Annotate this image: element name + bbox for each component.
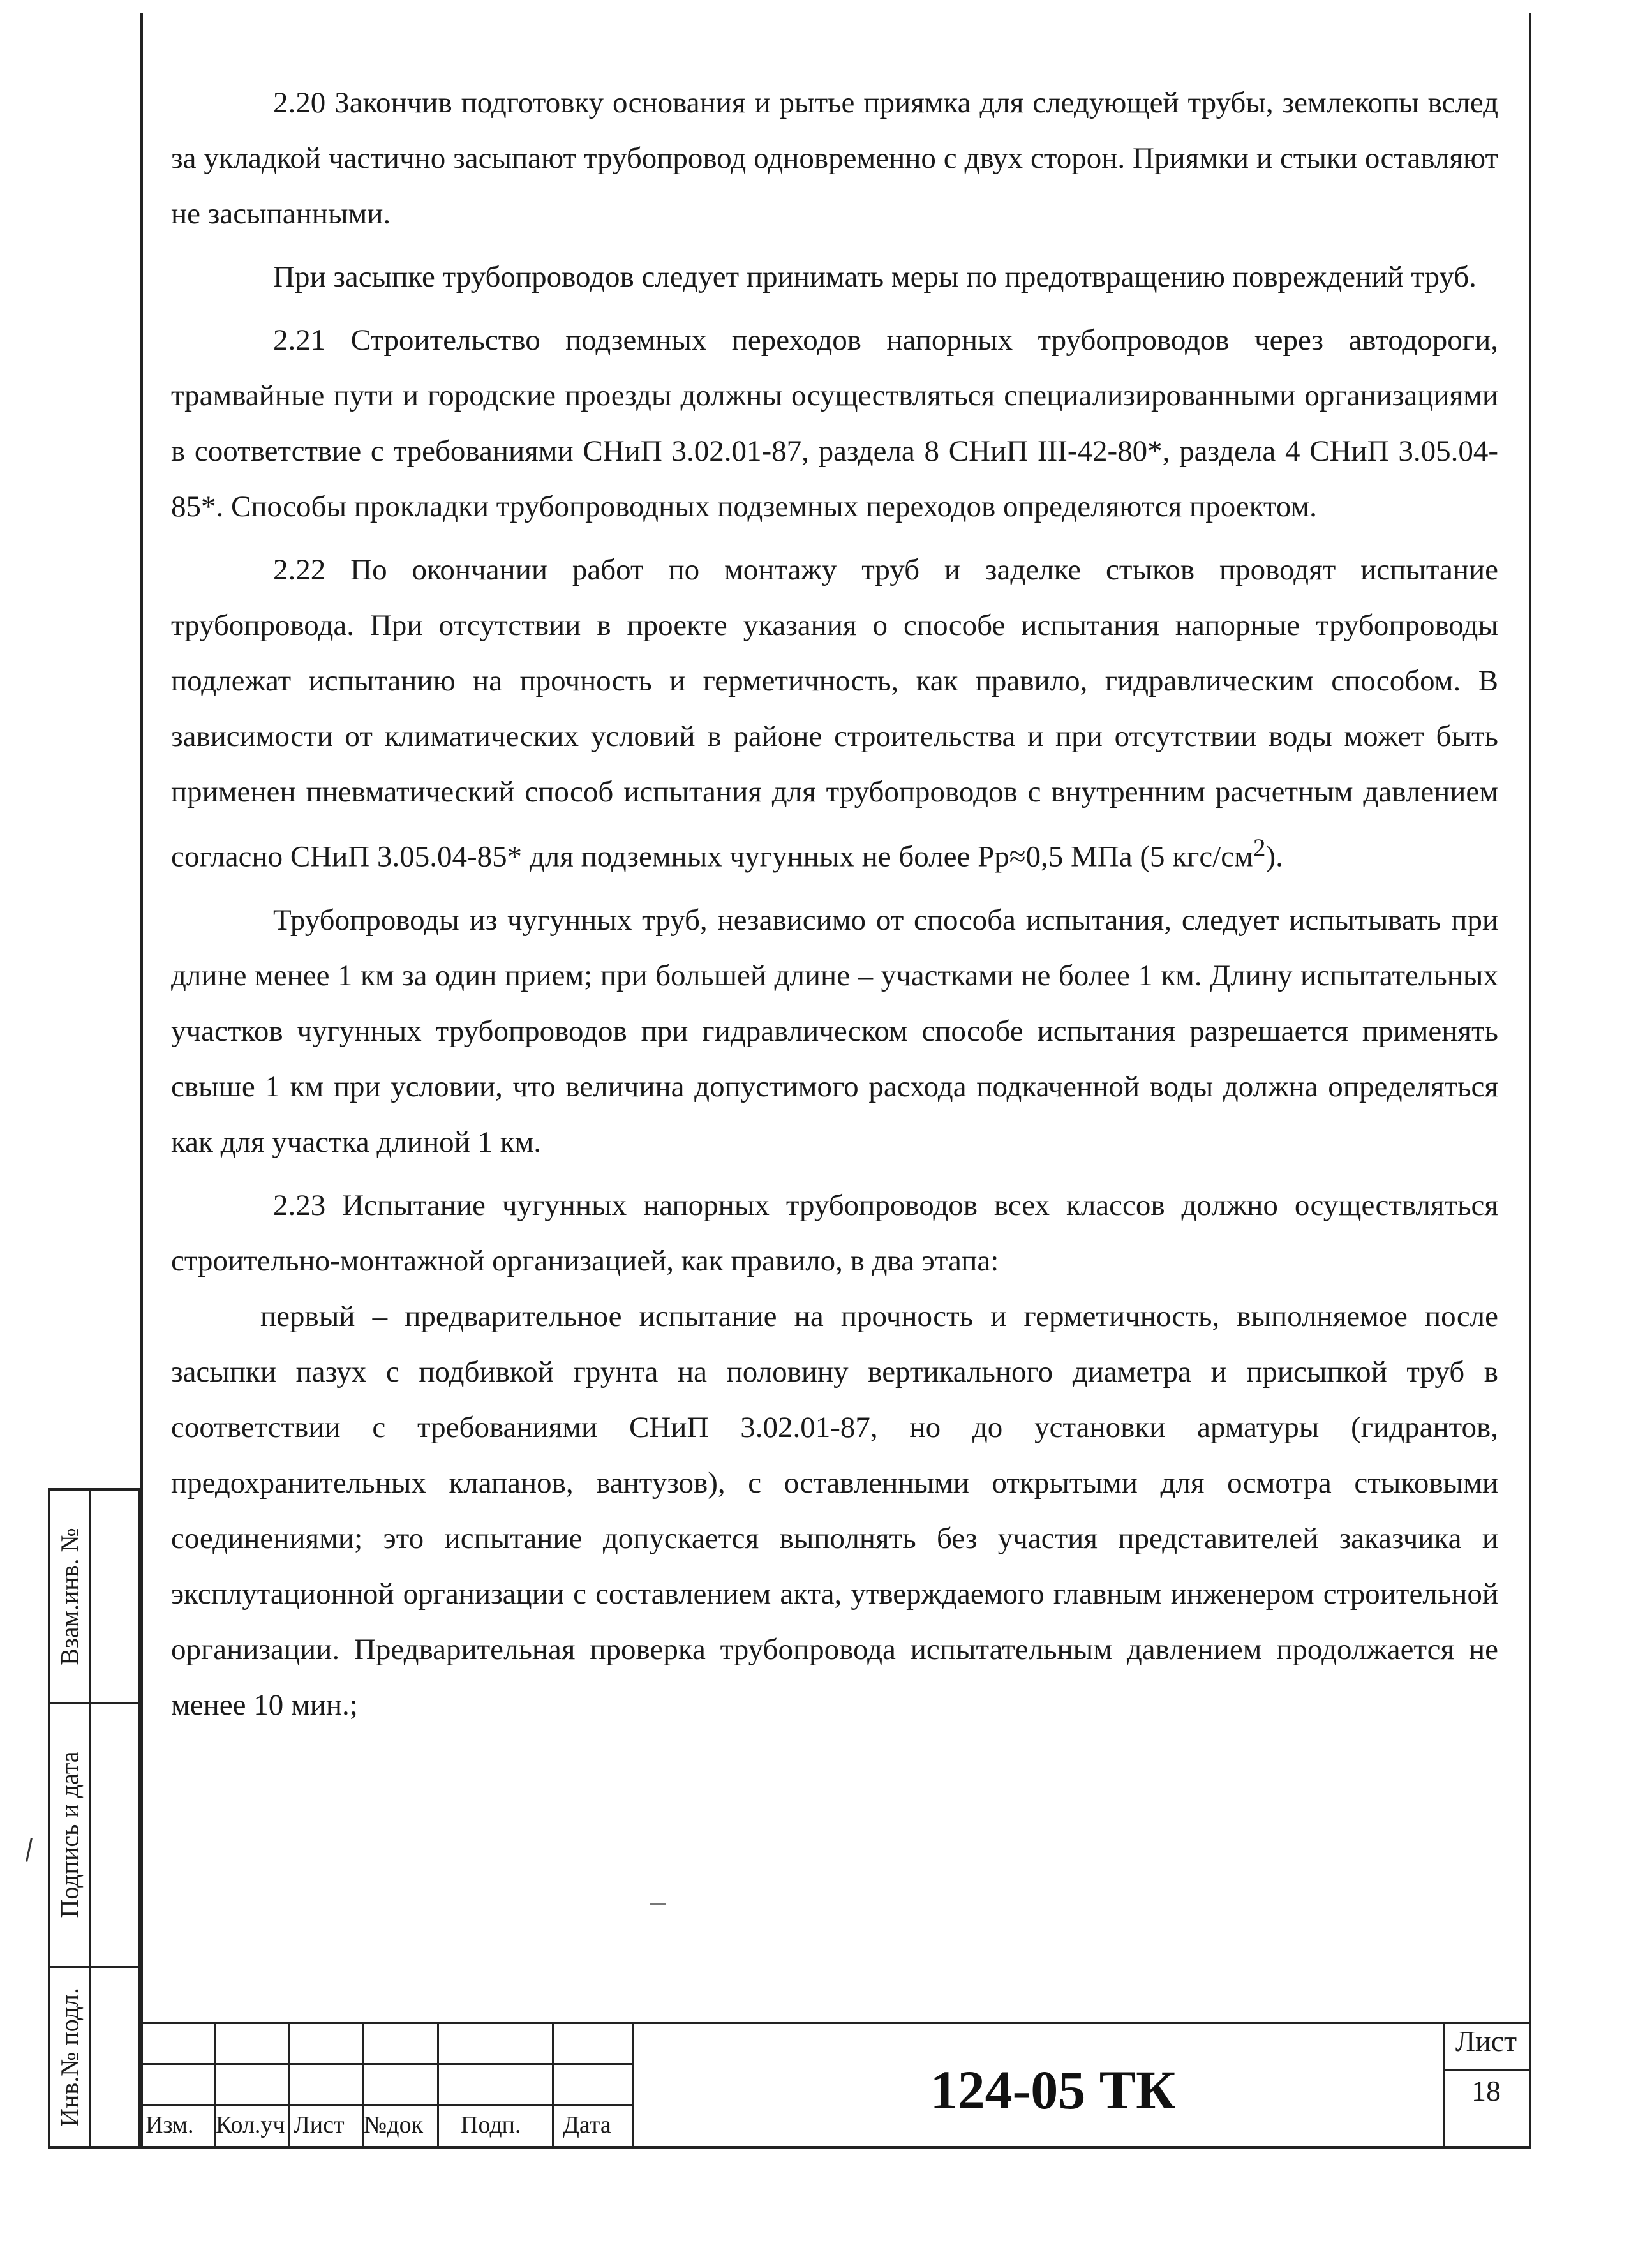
margin-tick-mark (26, 1838, 33, 1862)
column-label-quantity: Кол.уч (216, 2112, 285, 2138)
paragraph-2-20: 2.20 Закончив подготовку основания и рытье приямка для следующей трубы, землекопы вслед за укладкой частично засыпают трубопровод одновременно с двух сторон. Приямки и стыки оставляют не засыпанными. (171, 86, 1498, 230)
side-stamp (48, 1488, 140, 2146)
body-text (171, 75, 1498, 1733)
paragraph-2-23: 2.23 Испытание чугунных напорных трубопроводов всех классов должно осуществляться строительно-монтажной организацией, как правило, в два этапа: (171, 1188, 1498, 1277)
sheet-cell-line (1443, 2069, 1531, 2071)
side-label-replacement-inventory: Взам.инв. № (55, 1528, 84, 1665)
title-block-top-line (140, 2022, 1531, 2024)
frame-bottom-border (48, 2146, 1531, 2149)
title-block-col-line (437, 2022, 439, 2146)
paragraph-2-22 (171, 542, 1498, 885)
column-label-date: Дата (563, 2112, 611, 2138)
paragraph-2-21: 2.21 Строительство подземных переходов напорных трубопроводов через автодороги, трамвайные пути и городские проезды должны осуществляться специализированными организациями в соответствие с требованиями СНиП 3.02.01-87, раздела 8 СНиП III-42-80*, раздела 4 СНиП 3.05.04-85*. Способы прокладки трубопроводных подземных переходов определяются проектом. (171, 324, 1498, 523)
paragraph-cast-iron: Трубопроводы из чугунных труб, независимо от способа испытания, следует испытывать при длине менее 1 км за один прием; при большей длине – участками не более 1 км. Длину испытательных участков чугунных трубопроводов при гидравлическом способе испытания разрешается применять свыше 1 км при условии, что величина допустимого расхода подкаченной воды должна определяться как для участка длиной 1 км. (171, 903, 1498, 1159)
faint-mark (650, 1903, 666, 1905)
sheet-number: 18 (1471, 2075, 1501, 2107)
title-block-col-line (552, 2022, 554, 2146)
side-label-signature-date: Подпись и дата (55, 1750, 84, 1918)
frame-right-border (1529, 13, 1531, 2146)
paragraph-2-22-text: 2.22 По окончании работ по монтажу труб и заделке стыков проводят испытание трубопровода. При отсутствии в проекте указания о способе испытания напорные трубопроводы подлежат испытанию на прочность и герметичность, как правило, гидравлическим способом. В зависимости от климатических условий в районе строительства и при отсутствии воды может быть применен пневматический способ испытания для трубопроводов с внутренним расчетным давлением согласно СНиП 3.05.04-85* для подземных чугунных не более Рр≈0,5 МПа (5 кгс/см (171, 553, 1498, 874)
column-label-change: Изм. (145, 2112, 194, 2138)
sheet-label: Лист (1455, 2025, 1517, 2057)
frame-left-border (140, 13, 143, 2146)
paragraph-2-22-end: ). (1265, 840, 1283, 874)
title-block-col-line (288, 2022, 290, 2146)
paragraph-backfill: При засыпке трубопроводов следует принимать меры по предотвращению повреждений труб. (273, 260, 1477, 294)
paragraph-first-stage: первый – предварительное испытание на прочность и герметичность, выполняемое после засыпки пазух с подбивкой грунта на половину вертикального диаметра и присыпкой труб в соответствии с требованиями СНиП 3.02.01-87, но до установки арматуры (гидрантов, предохранительных клапанов, вантузов), с оставленными открытыми для осмотра стыковыми соединениями; это испытание допускается выполнять без участия представителей заказчика и эксплутационной организации с составлением акта, утверждаемого главным инженером строительной организации. Предварительная проверка трубопровода испытательным давлением продолжается не менее 10 мин.; (171, 1299, 1498, 1722)
document-code: 124-05 ТК (930, 2059, 1176, 2120)
column-label-signature: Подп. (461, 2112, 521, 2138)
superscript-2: 2 (1253, 834, 1266, 861)
title-block-col-line (632, 2022, 634, 2146)
column-label-doc-number: №док (364, 2112, 424, 2138)
side-label-original-inventory: Инв.№ подл. (55, 1988, 84, 2127)
side-stamp-divider (89, 1491, 91, 2146)
column-label-sheet: Лист (294, 2112, 345, 2138)
